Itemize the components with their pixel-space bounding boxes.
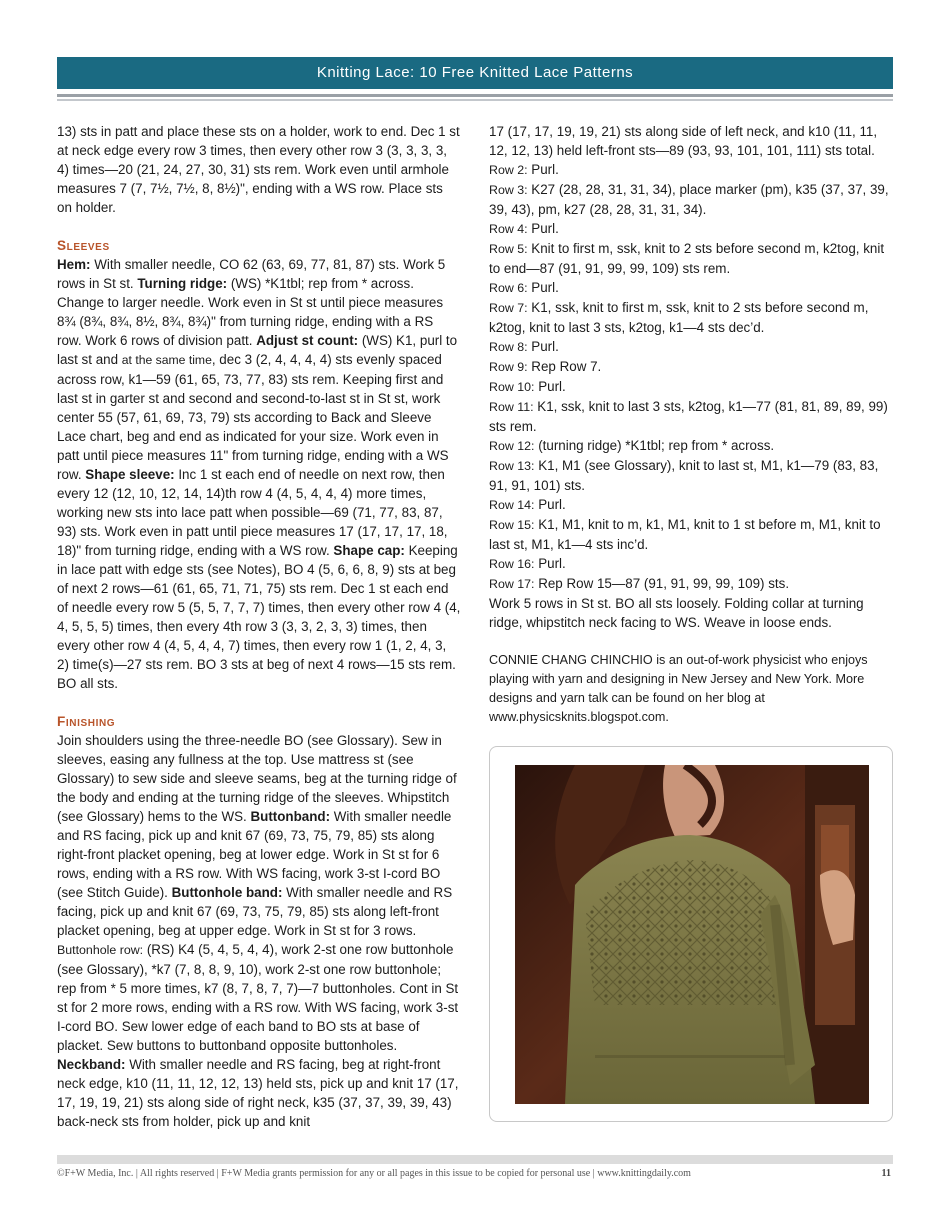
photo-frame bbox=[489, 746, 893, 1122]
designer-bio: CONNIE CHANG CHINCHIO is an out-of-work physicist who enjoys playing with yarn and designing in New Jersey and New York. More designs and yarn talk can be found on her blog at www.physicsknits.blogspot.com. bbox=[489, 653, 868, 724]
sleeves-heading: Sleeves bbox=[57, 238, 110, 253]
model-photo bbox=[515, 765, 869, 1104]
intro-paragraph: 13) sts in patt and place these sts on a holder, work to end. Dec 1 st at neck edge every row 3 times, then every other row 3 (3, 3, 3, 3, 4) times—20 (21, 24, 27, 30, 31) sts rem. Work even until armhole measures 7 (7, 7½, 7½, 8, 8½)", ending with a WS row. Place sts on holder. bbox=[57, 124, 460, 215]
adjust-st-count-label: Adjust st count: bbox=[256, 333, 359, 348]
row-instruction: Row 3: K27 (28, 28, 31, 31, 34), place marker (pm), k35 (37, 37, 39, 39, 43), pm, k27 (28, 28, 31, 31, 34). bbox=[489, 182, 889, 217]
row-instruction: Row 14: Purl. bbox=[489, 497, 566, 512]
neckband-label: Neckband: bbox=[57, 1057, 126, 1072]
row-instruction: Row 16: Purl. bbox=[489, 556, 566, 571]
row-instruction: Row 5: Knit to first m, ssk, knit to 2 sts before second m, k2tog, knit to end—87 (91, 91, 99, 99, 109) sts rem. bbox=[489, 241, 885, 276]
buttonhole-row-label: Buttonhole row: bbox=[57, 943, 144, 957]
row-instruction: Row 4: Purl. bbox=[489, 221, 559, 236]
row-instruction: Row 13: K1, M1 (see Glossary), knit to last st, M1, k1—79 (83, 83, 91, 91, 101) sts. bbox=[489, 458, 879, 493]
row-instruction: Row 7: K1, ssk, knit to first m, ssk, knit to 2 sts before second m, k2tog, knit to last 3 sts, k2tog, k1—4 sts dec’d. bbox=[489, 300, 869, 335]
shape-cap-label: Shape cap: bbox=[333, 543, 405, 558]
page-header-bar bbox=[57, 57, 893, 89]
row-instruction: Row 2: Purl. bbox=[489, 162, 559, 177]
row-instruction: Row 9: Rep Row 7. bbox=[489, 359, 602, 374]
finishing-paragraph: Join shoulders using the three-needle BO (see Glossary). Sew in sleeves, easing any fullness at the top. Use mattress st (see Glossary) to sew side and sleeve seams, beg at the turning ridge of the body and ending at the turning ridge of the sleeves. Whipstitch (see Glossary) hems to the WS. Buttonband: With smaller needle and RS facing, pick up and knit 67 (69, 73, 75, 79, 85) sts along right-front placket opening, beg at lower edge. Work in St st for 6 rows, ending with a RS row. With WS facing, work 3-st I-cord BO (see Stitch Guide). Buttonhole band: With smaller needle and RS facing, pick up and knit 67 (69, 73, 75, 79, 85) sts along left-front placket opening, beg at upper edge. Work in St st for 3 rows. Buttonhole row: (RS) K4 (5, 4, 5, 4, 4), work 2-st one row buttonhole (see Glossary), *k7 (7, 8, 8, 9, 10), work 2-st one row buttonhole; rep from * 5 more times, k7 (8, 7, 8, 7, 7)—7 buttonholes. Cont in St st for 2 more rows, ending with a RS row. With WS facing, work 3-st I-cord BO. Sew lower edge of each band to BO sts at base of placket. Sew buttons to buttonband opposite buttonholes. Neckband: With smaller needle and RS facing, beg at right-front neck edge, k10 (11, 11, 12, 12, 13) held sts, pick up and knit 17 (17, 17, 19, 19, 21) sts along side of right neck, k35 (37, 37, 39, 39, 43) back-neck sts from holder, pick up and knit bbox=[57, 733, 459, 1129]
footer bbox=[57, 1168, 893, 1179]
buttonhole-band-label: Buttonhole band: bbox=[171, 885, 283, 900]
row-instruction: Row 17: Rep Row 15—87 (91, 91, 99, 99, 109) sts. bbox=[489, 576, 790, 591]
row-instruction: Row 15: K1, M1, knit to m, k1, M1, knit to 1 st before m, M1, knit to last st, M1, k1—4 sts inc’d. bbox=[489, 517, 881, 552]
row-instruction: Row 8: Purl. bbox=[489, 339, 559, 354]
sweater-photo-illustration bbox=[515, 765, 869, 1104]
closing-paragraph: Work 5 rows in St st. BO all sts loosely. Folding collar at turning ridge, whipstitch neck facing to WS. Weave in loose ends. bbox=[489, 596, 864, 630]
row-instruction: Row 11: K1, ssk, knit to last 3 sts, k2tog, k1—77 (81, 81, 89, 89, 99) sts rem. bbox=[489, 399, 888, 434]
row-instruction: Row 10: Purl. bbox=[489, 379, 566, 394]
turning-ridge-label: Turning ridge: bbox=[137, 276, 228, 291]
left-column bbox=[57, 122, 461, 1131]
footer-copyright: ©F+W Media, Inc. | All rights reserved | F+W Media grants permission for any or all pages in this issue to be copied for personal use | www.knittingdaily.com bbox=[57, 1168, 691, 1179]
right-column bbox=[489, 122, 893, 727]
header-rule bbox=[57, 94, 893, 97]
page-number: 11 bbox=[881, 1168, 891, 1179]
finishing-heading: Finishing bbox=[57, 714, 116, 729]
hem-label: Hem: bbox=[57, 257, 91, 272]
at-the-same-time: at the same time bbox=[121, 353, 212, 367]
row-instructions bbox=[489, 160, 893, 594]
sleeves-paragraph: Hem: With smaller needle, CO 62 (63, 69, 77, 81, 87) sts. Work 5 rows in St st. Turning ridge: (WS) *K1tbl; rep from * across. Change to larger needle. Work even in St st until piece measures 8¾ (8¾, 8¾, 8½, 8¾, 8¾)" from turning ridge, ending with a RS row. Work 6 rows of division patt. Adjust st count: (WS) K1, purl to last st and at the same time, dec 3 (2, 4, 4, 4, 4) sts evenly spaced across row, k1—59 (61, 65, 73, 77, 83) sts rem. Keeping first and last st in garter st and second and second-to-last st in St st, work center 55 (57, 61, 69, 73, 79) sts according to Back and Sleeve Lace chart, beg and end as indicated for your size. Work even in patt until piece measures 11" from turning ridge, ending with a WS row. Shape sleeve: Inc 1 st each end of needle on next row, then every 12 (12, 10, 12, 14, 14)th row 4 (4, 5, 4, 4, 4) more times, working new sts into lace patt when possible—69 (71, 77, 83, 87, 93) sts. Work even in patt until piece measures 17 (17, 17, 17, 18, 18)" from turning ridge, ending with a WS row. Shape cap: Keeping in lace patt with edge sts (see Notes), BO 4 (5, 6, 6, 8, 9) sts at beg of next 2 rows—61 (61, 65, 71, 71, 75) sts rem. Dec 1 st each end of needle every row 5 (5, 5, 7, 7, 7) times, then every other row 4 (4, 4, 5, 5, 5) times, then every 4th row 3 (3, 3, 2, 3, 3) times, then every other row 4 (4, 5, 4, 4, 7) times, then every row 1 (1, 2, 4, 3, 2) time(s)—27 sts rem. BO 3 sts at beg of next 4 rows—15 sts rem. BO all sts. bbox=[57, 257, 461, 691]
page-header-title: Knitting Lace: 10 Free Knitted Lace Patterns bbox=[316, 64, 634, 81]
buttonband-label: Buttonband: bbox=[250, 809, 331, 824]
footer-bar bbox=[57, 1155, 893, 1164]
header-rule-thin bbox=[57, 99, 893, 101]
neckband-continued: 17 (17, 17, 19, 19, 21) sts along side of left neck, and k10 (11, 11, 12, 12, 13) held left-front sts—89 (93, 93, 101, 101, 111) sts total. bbox=[489, 124, 878, 158]
shape-sleeve-label: Shape sleeve: bbox=[85, 467, 175, 482]
row-instruction: Row 6: Purl. bbox=[489, 280, 559, 295]
row-instruction: Row 12: (turning ridge) *K1tbl; rep from * across. bbox=[489, 438, 775, 453]
